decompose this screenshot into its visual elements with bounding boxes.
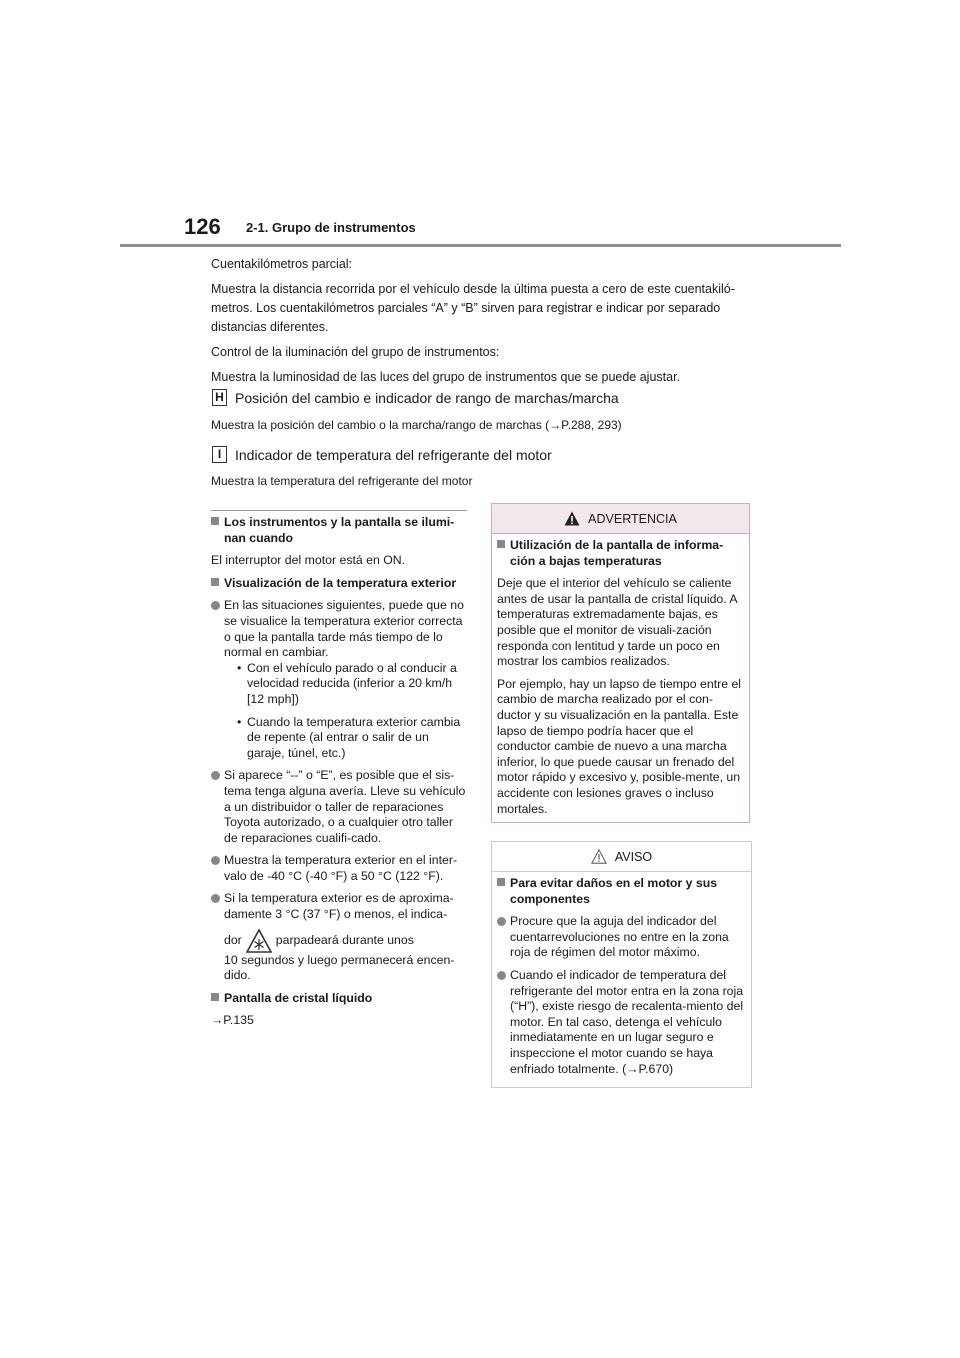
notice-bullet-2: Cuando el indicador de temperatura del refrigerante del motor entra en la zona roja (“H”), existe riesgo de recalenta-miento del motor. En tal caso, detenga el vehículo inmediatamente en un lugar seguro e inspeccione el motor cuando se haya enfriado totalmente. (→P.670) (497, 968, 745, 1077)
sub-bullet: • Cuando la temperatura exterior cambia de repente (al entrar o salir de un garaje, túnel, etc.) (224, 715, 469, 762)
left-heading-1: Los instrumentos y la pantalla se ilumi-nan cuando (211, 515, 469, 546)
circle-bullet-icon (211, 856, 220, 865)
circle-bullet-icon (497, 917, 506, 926)
item-h-text: Muestra la posición del cambio o la marcha/rango de marchas (→P.288, 293) (211, 418, 622, 432)
notice-heading: Para evitar daños en el motor y sus componentes (497, 876, 745, 907)
circle-bullet-icon (497, 971, 506, 980)
left-para-1: El interruptor del motor está en ON. (211, 553, 406, 568)
item-i-title: Indicador de temperatura del refrigerante del motor (235, 446, 552, 463)
left-column-rule (211, 510, 467, 511)
item-h-heading (212, 389, 619, 406)
square-bullet-icon (211, 993, 219, 1001)
section-title: 2-1. Grupo de instrumentos (246, 220, 416, 235)
left-bullet-1: En las situaciones siguientes, puede que no se visualice la temperatura exterior correcta o que la pantalla tarde más tiempo de lo normal en cambiar. • Con el vehículo parado o al conducir a velocidad reducida (inferior a 20 km/h [12 mph]) • Cuando la temperatura exterior cambia de repente (al entrar o salir de un garaje, túnel, etc.) (211, 598, 469, 761)
warning-title: ADVERTENCIA (588, 511, 677, 526)
circle-bullet-icon (211, 601, 220, 610)
intro-line: Cuentakilómetros parcial: (211, 257, 353, 271)
warning-box (491, 503, 750, 823)
warning-para: Deje que el interior del vehículo se caliente antes de usar la pantalla de cristal líquido. A temperaturas extremadamente bajas, es posible que el monitor de visuali-zación responda con lentitud y tarde un poco en mostrar los cambios realizados. (497, 576, 737, 669)
square-bullet-icon (211, 578, 219, 586)
left-xref: →P.135 (211, 1013, 254, 1028)
left-bullet-2: Si aparece “--” o “E”, es posible que el sis-tema tenga alguna avería. Lleve su vehículo a un distribuidor o taller de reparaciones Toyota autorizado, o a cualquier otro taller de reparaciones cualifi-cado. (211, 768, 469, 846)
circle-bullet-icon (211, 771, 220, 780)
warning-para: Por ejemplo, hay un lapso de tiempo entre el cambio de marcha realizado por el con-ductor y su visualización en la pantalla. Este lapso de tiempo podría hacer que el conductor cambie de nuevo a una marcha inferior, lo que puede causar un frenado del motor rápido y excesivo y, posible-mente, un accidente con lesiones graves o incluso mortales. (497, 676, 742, 816)
left-bullet-3: Muestra la temperatura exterior en el inter-valo de -40 °C (-40 °F) a 50 °C (122 °F). (211, 853, 469, 884)
notice-title: AVISO (614, 849, 653, 864)
intro-line: Muestra la distancia recorrida por el vehículo desde la última puesta a cero de este cuentakiló-metros. Los cuentakilómetros parciales “A” y “B” sirven para registrar e indicar por separado distancias diferentes. (211, 282, 735, 334)
square-bullet-icon (497, 540, 505, 548)
page-number: 126 (184, 214, 221, 239)
left-heading-2: Visualización de la temperatura exterior (211, 576, 469, 592)
warning-icon (564, 511, 580, 526)
notice-bullet-1: Procure que la aguja del indicador del cuentarrevoluciones no entre en la zona roja de régimen del motor máximo. (497, 914, 745, 961)
square-bullet-icon (497, 878, 505, 886)
item-i-text: Muestra la temperatura del refrigerante del motor (211, 474, 473, 488)
warning-header (492, 504, 749, 534)
circle-bullet-icon (211, 894, 220, 903)
sub-bullet: • Con el vehículo parado o al conducir a velocidad reducida (inferior a 20 km/h [12 mph]) (224, 661, 469, 708)
caution-icon (591, 849, 607, 864)
item-i-letter: I (212, 446, 227, 463)
left-bullet-4: Si la temperatura exterior es de aproxima-damente 3 °C (37 °F) o menos, el indica- dor parpadeará durante unos 10 segundos y luego permanecerá encen-dido. (211, 891, 469, 983)
intro-line: Muestra la luminosidad de las luces del grupo de instrumentos que se puede ajustar. (211, 370, 681, 384)
left-heading-3: Pantalla de cristal líquido (211, 991, 469, 1007)
notice-box (491, 841, 752, 1088)
intro-line: Control de la iluminación del grupo de instrumentos: (211, 345, 500, 359)
warning-heading: Utilización de la pantalla de informa-ción a bajas temperaturas (497, 538, 743, 569)
item-i-heading (212, 446, 552, 463)
item-h-letter: H (212, 389, 227, 406)
intro-text (211, 255, 771, 393)
header-rule (120, 244, 841, 247)
left-column (211, 515, 469, 1036)
snowflake-warning-icon (246, 929, 272, 953)
item-h-title: Posición del cambio e indicador de rango de marchas/marcha (235, 389, 619, 406)
square-bullet-icon (211, 517, 219, 525)
notice-header (492, 842, 751, 872)
